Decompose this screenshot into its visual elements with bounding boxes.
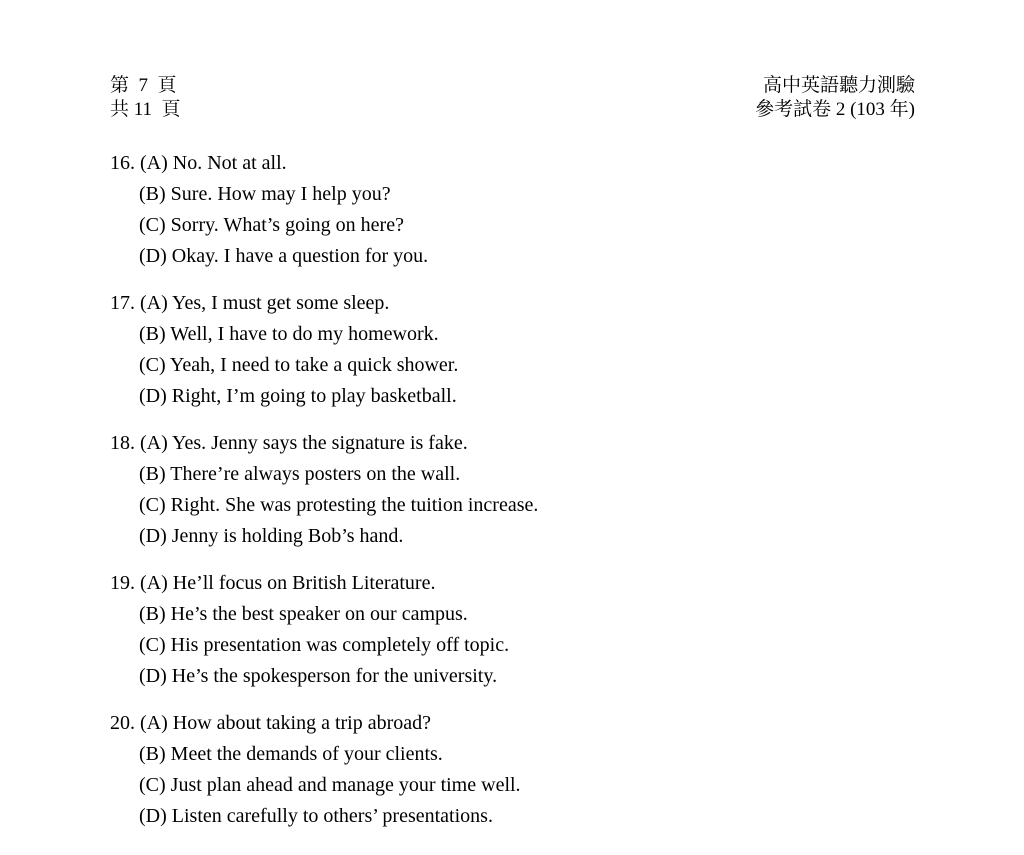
question-number: 18.	[110, 432, 135, 454]
page-number: 第 7 頁	[110, 75, 177, 96]
option-c: (C) Just plan ahead and manage your time well.	[139, 774, 521, 796]
question-16	[110, 148, 930, 272]
option-c: (C) Yeah, I need to take a quick shower.	[139, 354, 459, 376]
exam-title: 高中英語聽力測驗	[762, 75, 915, 96]
option-c: (C) Sorry. What’s going on here?	[139, 214, 404, 236]
question-20	[110, 708, 930, 832]
question-first-line	[110, 568, 930, 599]
option-d: (D) Jenny is holding Bob’s hand.	[139, 525, 404, 547]
option-a: (A) Yes. Jenny says the signature is fake.	[140, 432, 468, 454]
question-number: 16.	[110, 152, 135, 174]
question-list	[110, 148, 930, 848]
question-first-line	[110, 708, 930, 739]
option-a: (A) How about taking a trip abroad?	[140, 712, 432, 734]
option-d: (D) Right, I’m going to play basketball.	[139, 385, 457, 407]
question-first-line	[110, 288, 930, 319]
exam-subtitle: 參考試卷 2 (103 年)	[755, 99, 915, 120]
question-number: 20.	[110, 712, 135, 734]
option-d: (D) He’s the spokesperson for the university.	[139, 665, 498, 687]
option-a: (A) He’ll focus on British Literature.	[140, 572, 436, 594]
option-c: (C) Right. She was protesting the tuition increase.	[139, 494, 539, 516]
question-first-line	[110, 428, 930, 459]
option-b: (B) There’re always posters on the wall.	[139, 463, 461, 485]
question-number: 17.	[110, 292, 135, 314]
question-17	[110, 288, 930, 412]
exam-title-block	[755, 74, 915, 122]
option-d: (D) Okay. I have a question for you.	[139, 245, 429, 267]
option-b: (B) Sure. How may I help you?	[139, 183, 391, 205]
page-total: 共 11 頁	[110, 99, 181, 120]
question-18	[110, 428, 930, 552]
option-b: (B) He’s the best speaker on our campus.	[139, 603, 468, 625]
option-c: (C) His presentation was completely off topic.	[139, 634, 510, 656]
question-number: 19.	[110, 572, 135, 594]
question-19	[110, 568, 930, 692]
option-d: (D) Listen carefully to others’ presentations.	[139, 805, 493, 827]
option-b: (B) Well, I have to do my homework.	[139, 323, 439, 345]
question-first-line	[110, 148, 930, 179]
option-a: (A) No. Not at all.	[140, 152, 287, 174]
option-b: (B) Meet the demands of your clients.	[139, 743, 443, 765]
page-number-block	[110, 74, 181, 122]
option-a: (A) Yes, I must get some sleep.	[140, 292, 390, 314]
